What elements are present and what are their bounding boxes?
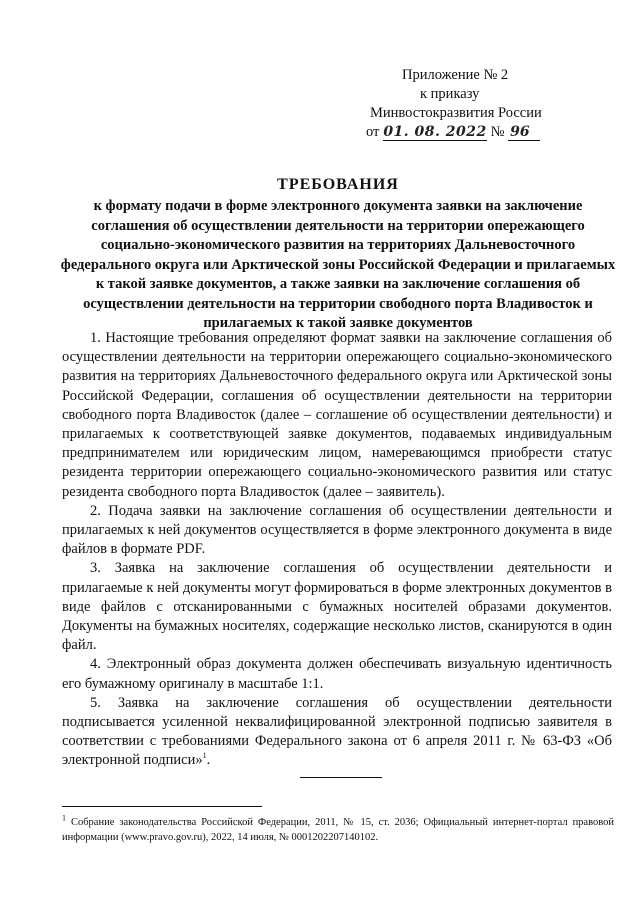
paragraph-4: 4. Электронный образ документа должен обеспечивать визуальную идентичность его бумажному оригиналу в масштабе 1:1.: [62, 656, 612, 692]
paragraph-5-end: .: [206, 752, 211, 769]
appendix-ministry: Минвостокразвития России: [370, 105, 542, 121]
footnote-text: Собрание законодательства Российской Федерации, 2011, № 15, ст. 2036; Официальный интернет-портал правовой информации (www.pravo.gov.ru), 2022, 14 июля, № 0001202207140102.: [62, 817, 614, 843]
footnote-divider: [62, 806, 262, 807]
appendix-label: Приложение № 2: [402, 67, 509, 83]
section-separator: [300, 777, 382, 778]
date-prefix: от: [366, 124, 380, 140]
page-title: ТРЕБОВАНИЯ: [277, 176, 399, 193]
number-prefix: №: [490, 124, 505, 140]
appendix-order-ref: к приказу: [420, 86, 480, 102]
handwritten-number: 96: [508, 124, 540, 141]
paragraph-5-text: 5. Заявка на заключение соглашения об осуществлении деятельности подписывается усиленной неквалифицированной электронной подписью заявителя в соответствии с требованиями Федерального закона от 6 апреля 2011 г. № 63-ФЗ «Об электронной подписи»: [62, 694, 612, 769]
paragraph-3: 3. Заявка на заключение соглашения об осуществлении деятельности и прилагаемые к ней документы могут формироваться в форме электронных документов в виде файлов с отсканированными с бумажных носителей образами документов. Документы на бумажных носителях, содержащие несколько листов, сканируются в один файл.: [62, 560, 612, 654]
requirements-body: [62, 329, 612, 771]
handwritten-date: 01. 08. 2022: [383, 124, 487, 140]
title-block: [58, 176, 618, 334]
page-subtitle: к формату подачи в форме электронного документа заявки на заключение соглашения об осуществлении деятельности на территории опережающего социально-экономического развития на территориях Дальневосточного федерального округа или Арктической зоны Российской Федерации и прилагаемых к такой заявке документов, а также заявки на заключение соглашения об осуществлении деятельности на территории свободного порта Владивосток и прилагаемых к такой заявке документов: [60, 198, 616, 331]
appendix-header: [362, 66, 562, 142]
paragraph-2: 2. Подача заявки на заключение соглашения об осуществлении деятельности и прилагаемых к ней документов осуществляется в форме электронного документа в виде файлов в формате PDF.: [62, 502, 612, 558]
appendix-date-line: [362, 123, 562, 142]
footnote-marker: 1: [62, 813, 66, 823]
paragraph-1: 1. Настоящие требования определяют формат заявки на заключение соглашения об осуществлении деятельности на территории опережающего социально-экономического развития на территориях Дальневосточного федерального округа или Арктической зоны Российской Федерации, соглашения об осуществлении деятельности на территории свободного порта Владивосток (далее – соглашение об осуществлении деятельности) и прилагаемых к соответствующей заявке документов, подаваемых индивидуальным предпринимателем или юридическим лицом, намеревающимся приобрести статус резидента территории опережающего социально-экономического развития или статус резидента свободного порта Владивосток (далее – заявитель).: [62, 330, 612, 500]
footnote-reference: 1: [202, 751, 207, 761]
footnote: [62, 815, 614, 845]
paragraph-5: [62, 694, 612, 771]
